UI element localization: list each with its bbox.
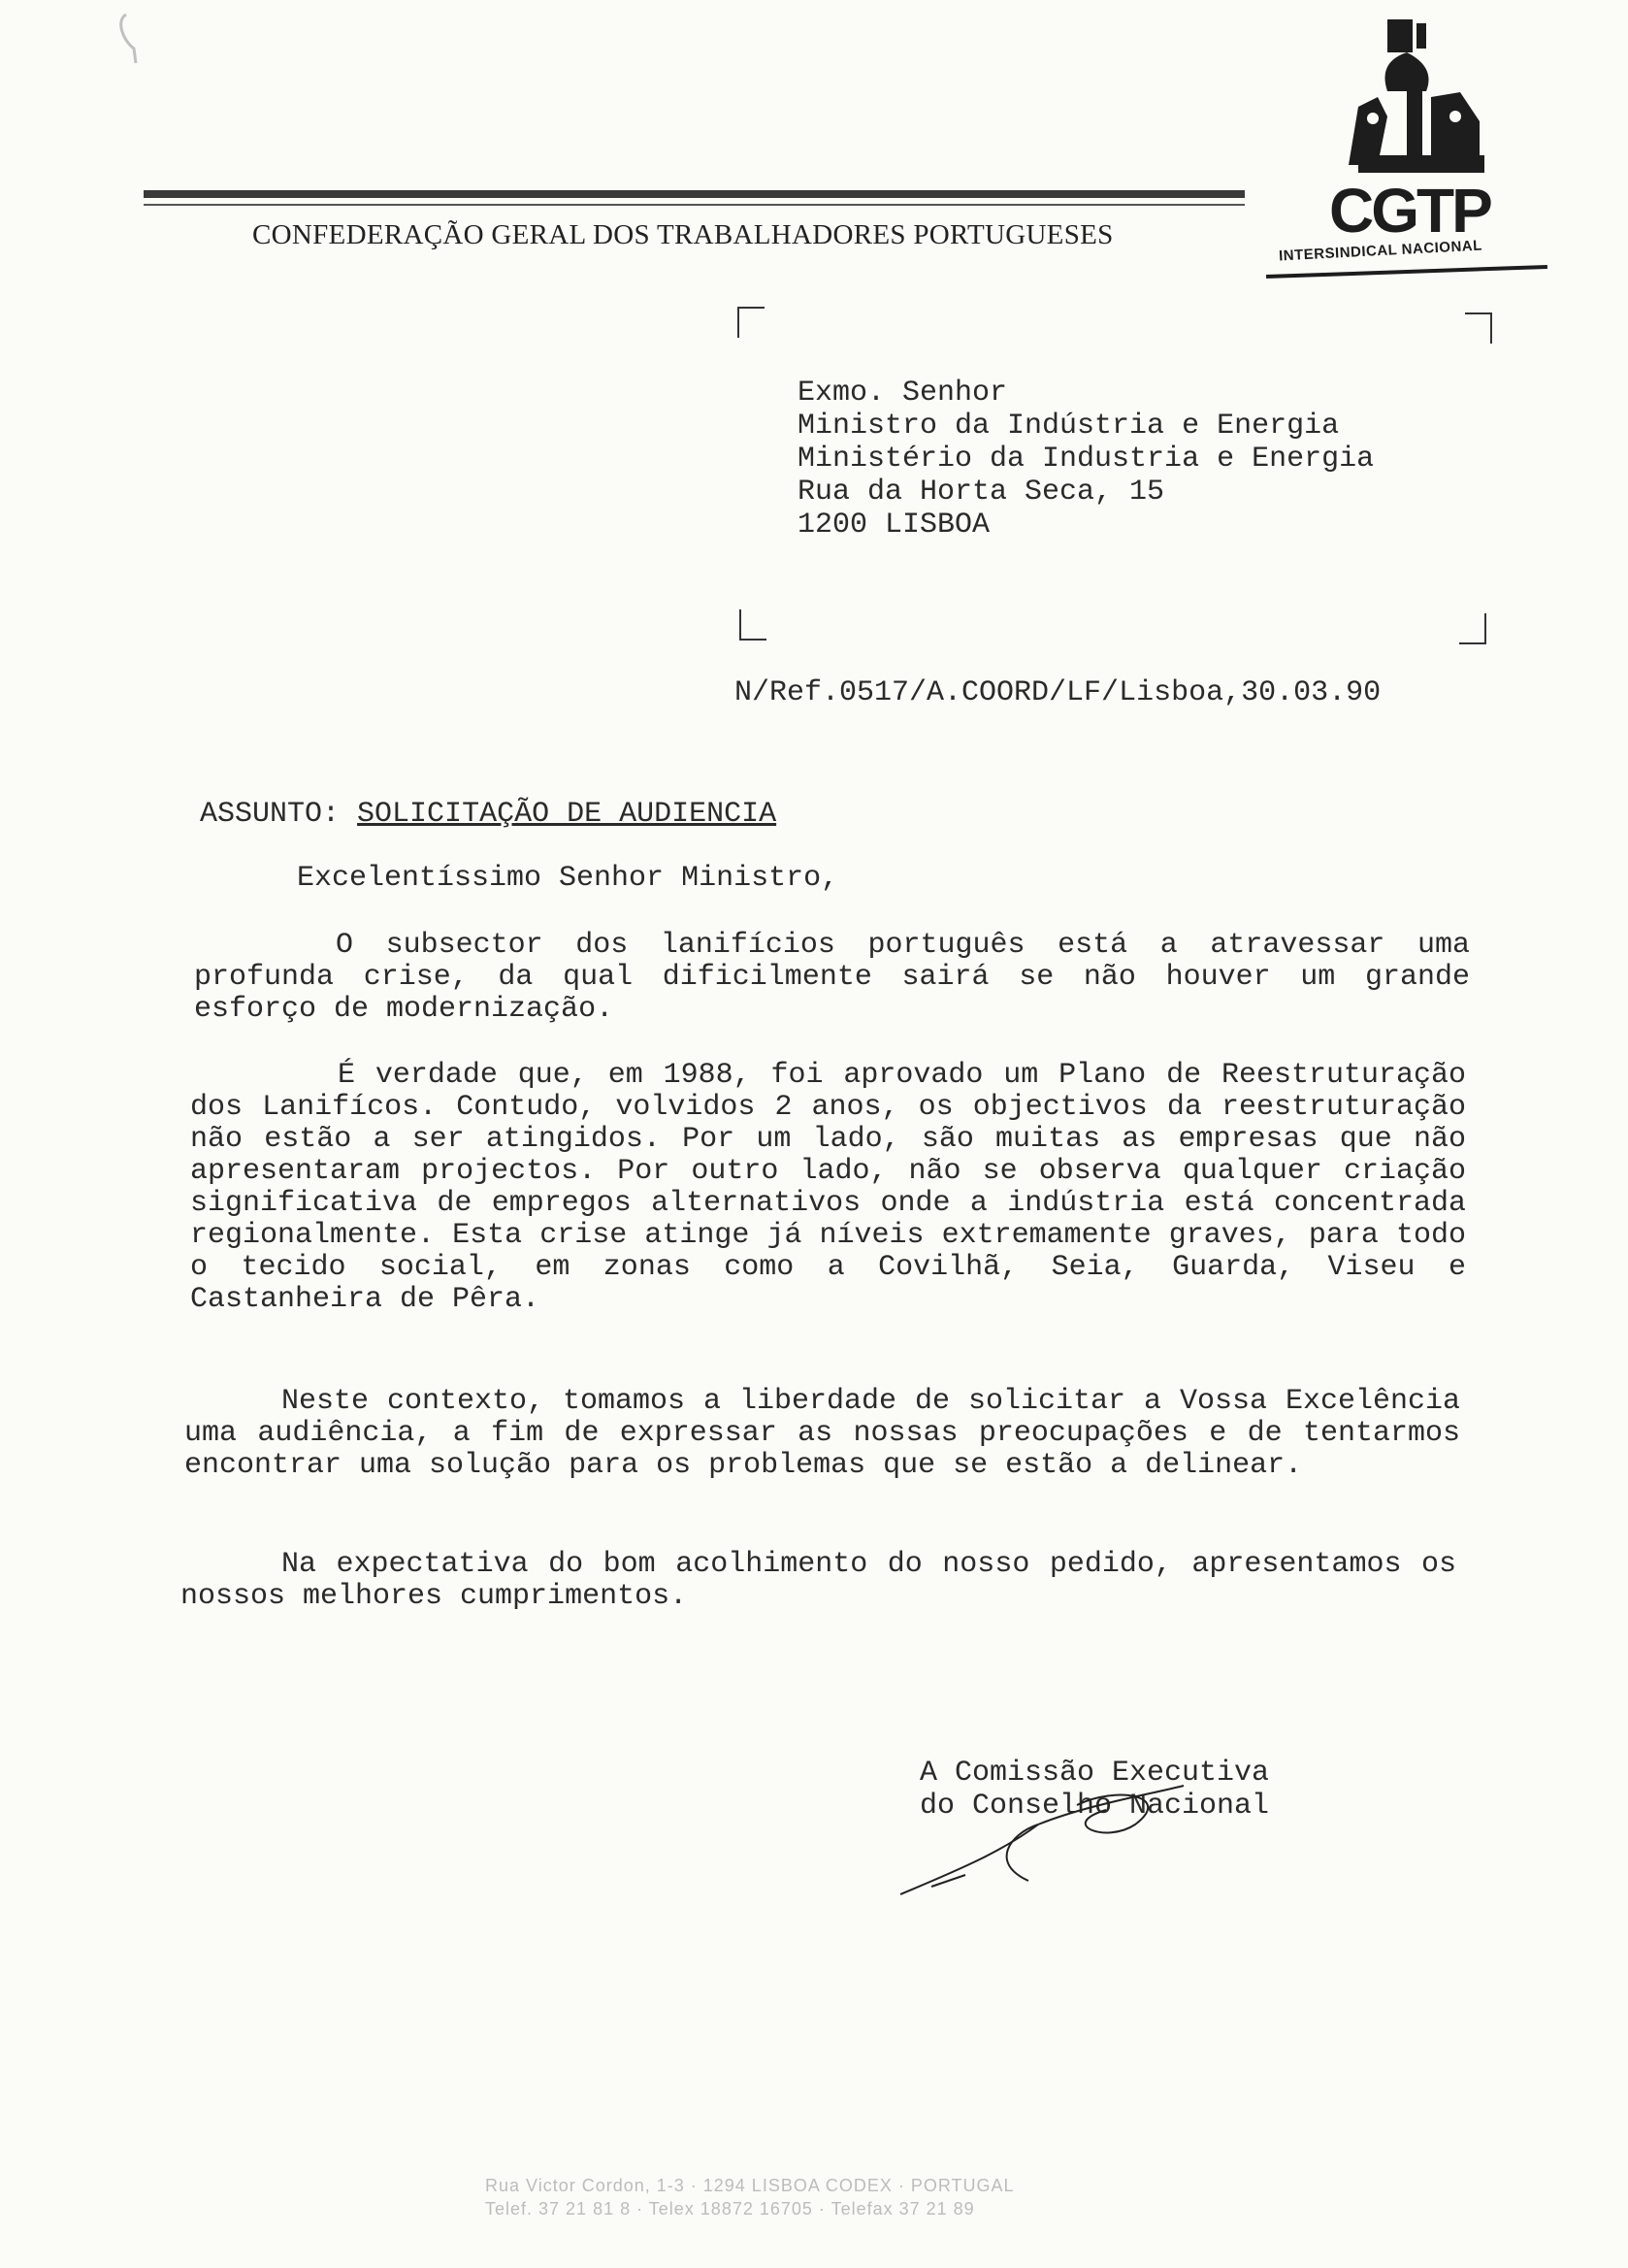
signature-line: do Conselho Nacional — [920, 1790, 1270, 1823]
logo-subtext: INTERSINDICAL NACIONAL — [1278, 237, 1483, 265]
organization-name: CONFEDERAÇÃO GERAL DOS TRABALHADORES PORTUGUESES — [252, 219, 1114, 250]
address-line: Ministério da Industria e Energia — [798, 443, 1375, 476]
salutation: Excelentíssimo Senhor Ministro, — [297, 862, 839, 895]
subject-value: SOLICITAÇÃO DE AUDIENCIA — [357, 798, 777, 831]
signature-line: A Comissão Executiva — [920, 1757, 1270, 1790]
handwritten-signature — [893, 1766, 1203, 1902]
address-corner-bottom-right — [1459, 613, 1486, 644]
paper-speck — [107, 10, 146, 68]
address-corner-top-right — [1465, 312, 1492, 344]
body-paragraph: Na expectativa do bom acolhimento do nosso pedido, apresentamos os nossos melhores cumprimentos. — [180, 1548, 1456, 1613]
header-rule-thin — [144, 204, 1245, 206]
reference-line: N/Ref.0517/A.COORD/LF/Lisboa,30.03.90 — [734, 676, 1382, 709]
subject-label: ASSUNTO: — [200, 798, 341, 831]
letterhead-footer — [485, 2174, 1015, 2220]
recipient-address — [798, 377, 1374, 542]
address-line: Rua da Horta Seca, 15 — [798, 476, 1165, 509]
address-corner-top-left — [737, 307, 765, 338]
footer-line: Telef. 37 21 81 8 · Telex 18872 16705 · Telefax 37 21 89 — [485, 2199, 975, 2219]
subject-line — [200, 798, 776, 831]
address-corner-bottom-left — [739, 609, 766, 641]
address-line: Ministro da Indústria e Energia — [798, 410, 1340, 443]
body-paragraph: É verdade que, em 1988, foi aprovado um Plano de Reestruturação dos Lanifícos. Contudo, volvidos 2 anos, os objectivos da reestruturação não estão a ser atingidos. Por um lado, são muitas as empresas que não apresentaram projectos. Por outro lado, não se observa qualquer criação significativa de empregos alternativos onde a indústria está concentrada regionalmente. Esta crise atinge já níveis extremamente graves, para todo o tecido social, em zonas como a Covilhã, Seia, Guarda, Viseu e Castanheira de Pêra. — [190, 1059, 1466, 1316]
address-line: 1200 LISBOA — [798, 509, 991, 542]
header-rule — [144, 190, 1245, 198]
body-paragraph: O subsector dos lanifícios português está a atravessar uma profunda crise, da qual dificilmente sairá se não houver um grande esforço de modernização. — [194, 929, 1470, 1026]
footer-line: Rua Victor Cordon, 1-3 · 1294 LISBOA CODEX · PORTUGAL — [485, 2176, 1015, 2195]
logo-text: CGTP — [1329, 176, 1490, 246]
body-paragraph: Neste contexto, tomamos a liberdade de solicitar a Vossa Excelência uma audiência, a fim de expressar as nossas preocupações e de tentarmos encontrar uma solução para os problemas que se estão a delinear. — [184, 1385, 1460, 1482]
address-line: Exmo. Senhor — [798, 377, 1008, 410]
